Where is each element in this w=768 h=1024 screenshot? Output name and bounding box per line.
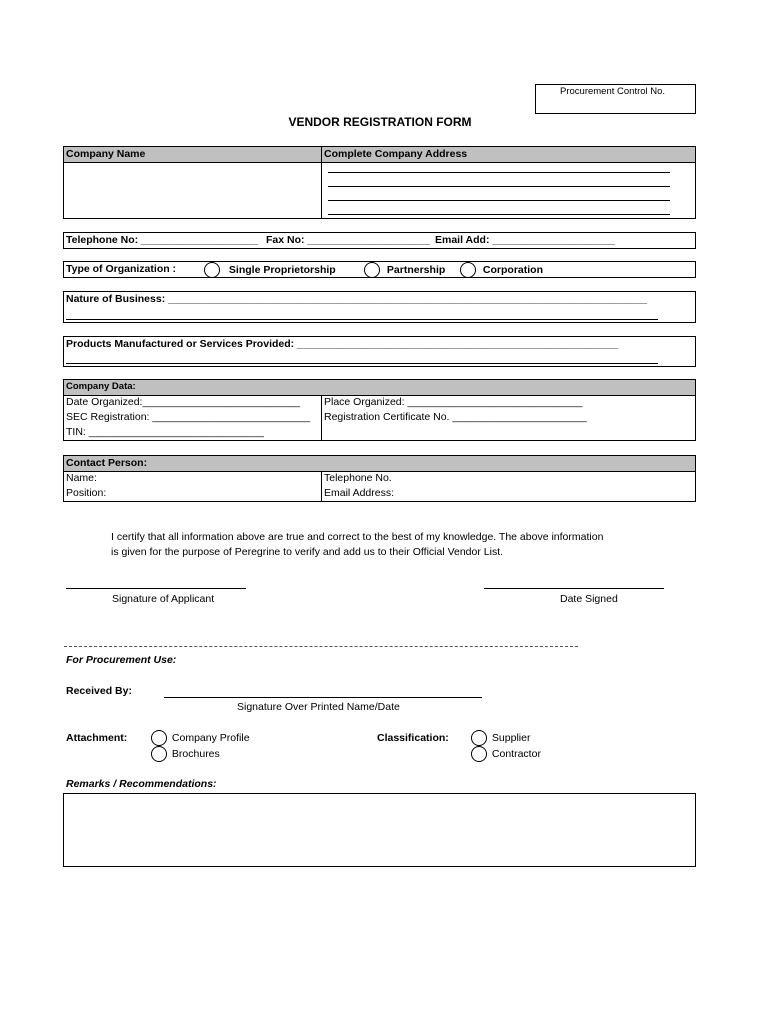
contact-name-field[interactable]: Name:	[66, 472, 97, 484]
date-organized-field[interactable]: Date Organized:___________________________	[66, 396, 301, 408]
address-line-3[interactable]	[328, 200, 670, 201]
products-field[interactable]: Products Manufactured or Services Provided: _______________________________________________________	[66, 338, 619, 350]
column-divider	[321, 395, 322, 440]
contact-email-field[interactable]: Email Address:	[324, 487, 395, 499]
company-data-table	[63, 379, 696, 441]
procurement-heading: For Procurement Use:	[66, 654, 177, 666]
sec-registration-field[interactable]: SEC Registration: ___________________________	[66, 411, 311, 423]
company-data-header	[64, 380, 695, 396]
org-option-corporation[interactable]	[460, 262, 543, 278]
date-signed-line[interactable]	[484, 588, 664, 589]
registration-certificate-field[interactable]: Registration Certificate No. _______________________	[324, 411, 587, 423]
applicant-signature-line[interactable]	[66, 588, 246, 589]
classification-contractor[interactable]	[471, 746, 541, 762]
checkbox-brochures[interactable]	[151, 746, 167, 762]
organization-box	[63, 261, 696, 278]
certification-line-2: is given for the purpose of Peregrine to verify and add us to their Official Vendor List.	[111, 546, 504, 558]
products-box	[63, 336, 696, 367]
nature-of-business-field[interactable]: Nature of Business: __________________________________________________________________________________	[66, 293, 647, 305]
date-signed-label: Date Signed	[560, 593, 618, 605]
section-divider	[64, 646, 578, 647]
attachment-option-label: Company Profile	[171, 731, 250, 744]
org-option-label: Partnership	[386, 263, 446, 276]
attachment-company-profile[interactable]	[151, 730, 250, 746]
checkbox-company-profile[interactable]	[151, 730, 167, 746]
checkbox-supplier[interactable]	[471, 730, 487, 746]
received-by-line[interactable]	[164, 697, 482, 698]
address-line-2[interactable]	[328, 186, 670, 187]
attachment-option-label: Brochures	[171, 747, 220, 760]
checkbox-contractor[interactable]	[471, 746, 487, 762]
company-name-field[interactable]	[64, 163, 321, 218]
address-line-4[interactable]	[328, 214, 670, 215]
classification-supplier[interactable]	[471, 730, 530, 746]
contact-telephone-field[interactable]: Telephone No.	[324, 472, 392, 484]
radio-partnership[interactable]	[364, 262, 380, 278]
nature-line-2[interactable]	[66, 319, 658, 320]
tin-field[interactable]: TIN: ______________________________	[66, 426, 264, 438]
classification-label: Classification:	[377, 732, 449, 744]
signature-caption: Signature Over Printed Name/Date	[237, 701, 400, 713]
received-by-label: Received By:	[66, 685, 132, 697]
org-option-label: Corporation	[482, 263, 543, 276]
telephone-field[interactable]: Telephone No: ____________________	[66, 234, 258, 246]
classification-option-label: Contractor	[491, 747, 541, 760]
classification-option-label: Supplier	[491, 731, 531, 744]
company-data-label: Company Data:	[66, 381, 136, 392]
applicant-signature-label: Signature of Applicant	[112, 593, 215, 605]
column-divider	[321, 471, 322, 501]
organization-label: Type of Organization :	[66, 263, 177, 275]
email-field[interactable]: Email Add: _____________________	[435, 234, 615, 246]
attachment-brochures[interactable]	[151, 746, 220, 762]
company-address-label: Complete Company Address	[324, 148, 468, 160]
radio-corporation[interactable]	[460, 262, 476, 278]
procurement-control-label: Procurement Control No.	[560, 86, 666, 97]
contact-position-field[interactable]: Position:	[66, 487, 107, 499]
place-organized-field[interactable]: Place Organized: ______________________________	[324, 396, 583, 408]
contact-person-label: Contact Person:	[66, 457, 148, 469]
form-title: VENDOR REGISTRATION FORM	[288, 115, 472, 129]
company-name-label: Company Name	[66, 148, 146, 160]
contact-person-table	[63, 455, 696, 502]
fax-field[interactable]: Fax No: _____________________	[266, 234, 431, 246]
nature-box	[63, 291, 696, 323]
column-divider	[321, 147, 322, 218]
remarks-label: Remarks / Recommendations:	[66, 778, 217, 790]
org-option-label: Single Proprietorship	[228, 263, 336, 276]
contact-person-header	[64, 456, 695, 472]
org-option-partnership[interactable]	[364, 262, 445, 278]
company-table	[63, 146, 696, 219]
remarks-box[interactable]	[63, 793, 696, 867]
attachment-label: Attachment:	[66, 732, 128, 744]
org-option-single[interactable]	[204, 262, 336, 278]
contact-line-box	[63, 232, 696, 249]
products-line-2[interactable]	[66, 363, 658, 364]
procurement-control-box	[535, 84, 696, 114]
radio-single-proprietorship[interactable]	[204, 262, 220, 278]
address-line-1[interactable]	[328, 172, 670, 173]
certification-line-1: I certify that all information above are true and correct to the best of my knowledge. The above information	[111, 531, 604, 543]
